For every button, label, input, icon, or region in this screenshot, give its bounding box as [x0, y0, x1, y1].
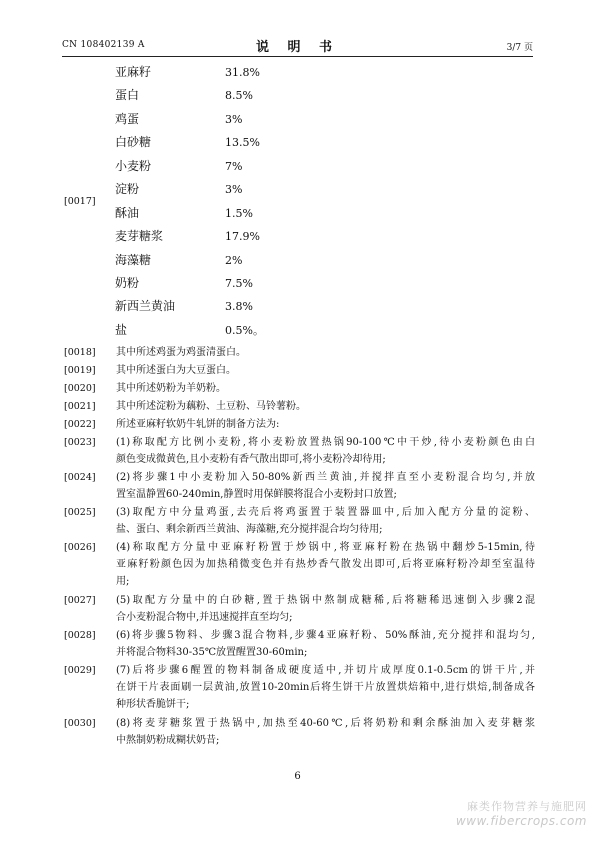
paragraph-line: (3)取配方中分量鸡蛋,去壳后将鸡蛋置于装置器皿中,后加入配方分量的淀粉、 [116, 507, 535, 518]
paragraph-number: [0029] [64, 665, 96, 676]
paragraph-line: (8)将麦芽糖浆置于热锅中,加热至40-60℃,后将奶粉和剩余酥油加入麦芽糖浆 [116, 718, 535, 729]
ingredient-name: 奶粉 [115, 275, 140, 290]
paragraph-number: [0030] [64, 718, 96, 729]
ingredient-value: 0.5%。 [225, 323, 264, 337]
ingredient-name: 淀粉 [115, 182, 140, 197]
paragraph-line: (1)称取配方比例小麦粉,将小麦粉放置热锅90-100℃中干炒,待小麦粉颜色由白 [116, 437, 535, 448]
paragraph-0029 [64, 662, 535, 713]
ingredient-value: 7% [225, 159, 243, 173]
ingredient-value: 7.5% [225, 276, 253, 290]
paragraph-line: 盐、蛋白、剩余新西兰黄油、海藻糖,充分搅拌混合均匀待用; [116, 524, 383, 535]
ingredient-name: 新西兰黄油 [115, 299, 176, 314]
paragraph-0028 [64, 627, 535, 661]
paragraph-number: [0020] [64, 383, 96, 394]
watermark [456, 798, 587, 828]
paragraph-number: [0018] [64, 347, 96, 358]
paragraph-line: 种形状香脆饼干; [116, 699, 190, 710]
paragraph-text: 其中所述奶粉为羊奶粉。 [116, 383, 226, 394]
document-id: CN 108402139 A [62, 40, 145, 50]
ingredient-name: 酥油 [115, 205, 140, 220]
page-info: 3/7 页 [506, 43, 533, 53]
paragraph-line: 中熬制奶粉成糊状奶昔; [116, 735, 220, 746]
ingredient-name: 海藻糖 [115, 252, 152, 267]
page-number: 6 [294, 771, 301, 782]
paragraph-0026 [64, 539, 535, 590]
ingredient-name: 蛋白 [115, 88, 140, 103]
paragraph-0030 [64, 715, 535, 749]
ingredient-value: 13.5% [225, 136, 260, 150]
paragraph-line: 在饼干片表面刷一层黄油,放置10-20min后将生饼干片放置烘焙箱中,进行烘焙,制备成各 [116, 682, 535, 693]
paragraph-text: 其中所述淀粉为藕粉、土豆粉、马铃薯粉。 [116, 401, 306, 412]
paragraph-number: [0024] [64, 472, 96, 483]
paragraph-number: [0019] [64, 365, 96, 376]
paragraph-0022 [64, 416, 535, 433]
ingredient-value: 1.5% [225, 206, 253, 220]
paragraph-number: [0022] [64, 419, 96, 430]
ingredient-name: 麦芽糖浆 [115, 229, 164, 244]
ingredient-name: 鸡蛋 [115, 111, 140, 126]
paragraph-number: [0027] [64, 595, 96, 606]
ingredient-value: 8.5% [225, 89, 253, 103]
paragraph-0024 [64, 469, 535, 503]
document-title: 说 明 书 [255, 40, 340, 55]
ingredient-value: 31.8% [225, 66, 260, 79]
paragraph-number: [0017] [64, 196, 96, 207]
paragraph-number: [0028] [64, 630, 96, 641]
ingredient-value: 3% [225, 183, 243, 197]
paragraph-line: 并将混合物料30-35℃放置醒置30-60min; [116, 647, 308, 658]
paragraph-text: 其中所述蛋白为大豆蛋白。 [116, 365, 236, 376]
paragraph-line: (6)将步骤5物料、步骤3混合物料,步骤4亚麻籽粉、50%酥油,充分搅拌和混均匀, [116, 630, 535, 641]
paragraph-line: 亚麻籽粉颜色因为加热稍微变色并有热炒香气散发出即可,后将亚麻籽粉冷却至室温待 [116, 559, 535, 570]
watermark-url: www.fibercrops.com [455, 814, 587, 828]
paragraph-0027 [64, 592, 535, 626]
ingredient-name: 亚麻籽 [115, 65, 152, 79]
watermark-site-name: 麻类作物营养与施肥网 [467, 800, 587, 813]
paragraph-line: (5)取配方分量中的白砂糖,置于热锅中熬制成糖稀,后将糖稀迅速倒入步骤2混 [116, 595, 535, 606]
page-header [62, 36, 533, 54]
paragraph-number: [0023] [64, 437, 96, 448]
paragraph-line: 颜色变成微黄色,且小麦粉有香气散出即可,将小麦粉冷却待用; [116, 454, 386, 465]
paragraph-line: 置室温静置60-240min,静置时用保鲜膜将混合小麦粉封口放置; [116, 489, 397, 500]
paragraph-text: 所述亚麻籽软奶牛轧饼的制备方法为: [116, 419, 280, 430]
header-rule [62, 56, 533, 57]
paragraph-line: (4)称取配方分量中亚麻籽粉置于炒锅中,将亚麻籽粉在热锅中翻炒5-15min,待 [116, 542, 535, 553]
paragraph-number: [0021] [64, 401, 96, 412]
paragraph-0021 [64, 398, 535, 415]
paragraph-line: (2)将步骤1中小麦粉加入50-80%新西兰黄油,并搅拌直至小麦粉混合均匀,并放 [116, 472, 535, 483]
paragraph-line: 用; [116, 576, 130, 587]
ingredient-name: 盐 [115, 322, 128, 337]
ingredient-name: 小麦粉 [115, 158, 152, 173]
paragraph-line: (7)后将步骤6醒置的物料制备成硬度适中,并切片成厚度0.1-0.5cm的饼干片,并 [116, 665, 535, 676]
ingredient-value: 2% [225, 253, 243, 267]
ingredient-value: 3.8% [225, 300, 253, 314]
paragraph-line: 合小麦粉混合物中,并迅速搅拌直至均匀; [116, 612, 293, 623]
paragraph-number: [0025] [64, 507, 96, 518]
paragraph-text: 其中所述鸡蛋为鸡蛋清蛋白。 [116, 347, 246, 358]
ingredient-name: 白砂糖 [115, 135, 152, 150]
paragraph-0023 [64, 434, 535, 468]
paragraph-0019 [64, 362, 535, 379]
paragraph-0025 [64, 504, 535, 538]
paragraph-number: [0026] [64, 542, 96, 553]
paragraph-0018 [64, 344, 535, 361]
ingredient-value: 3% [225, 112, 243, 126]
paragraph-0020 [64, 380, 535, 397]
ingredient-value: 17.9% [225, 230, 260, 244]
